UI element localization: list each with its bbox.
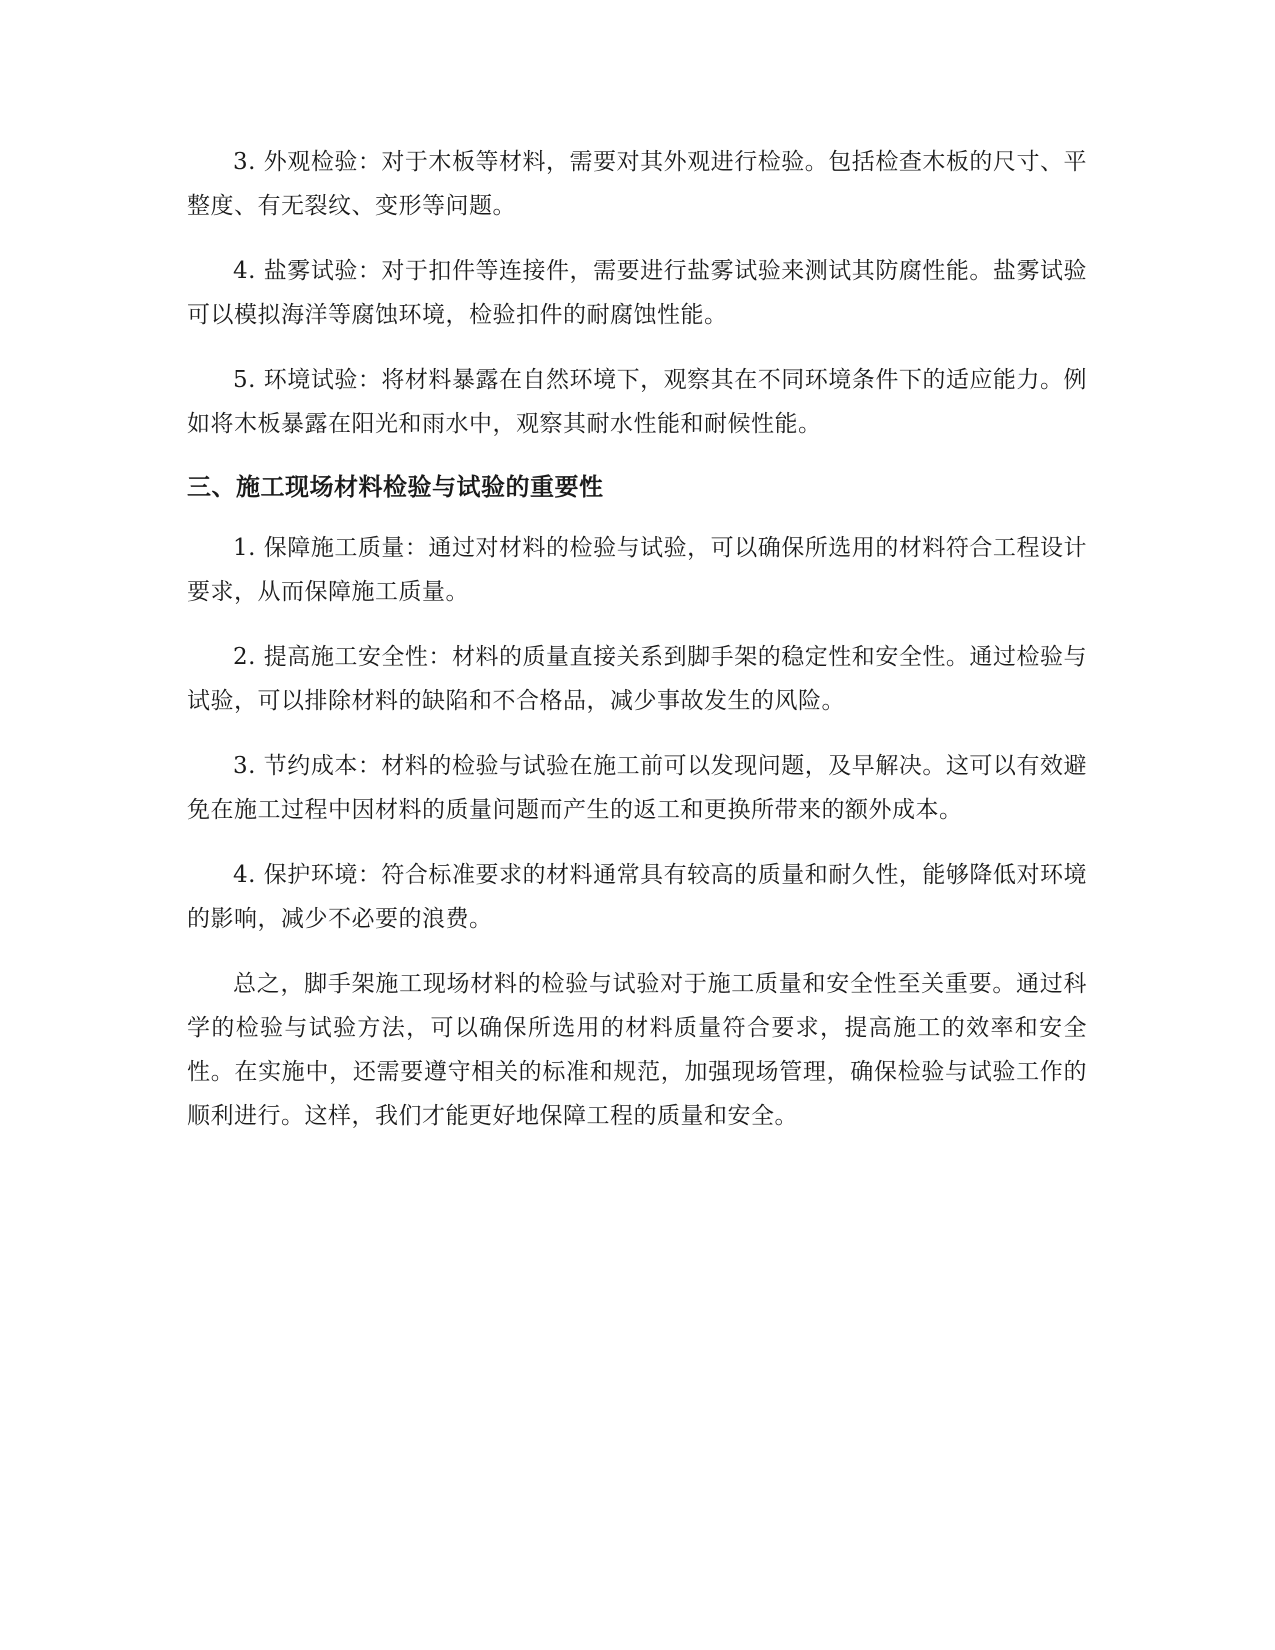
paragraph-safety: 2. 提高施工安全性：材料的质量直接关系到脚手架的稳定性和安全性。通过检验与试验，可以排除材料的缺陷和不合格品，减少事故发生的风险。	[187, 644, 1087, 714]
paragraph-environment-test: 5. 环境试验：将材料暴露在自然环境下，观察其在不同环境条件下的适应能力。例如将木板暴露在阳光和雨水中，观察其耐水性能和耐候性能。	[187, 367, 1087, 437]
paragraph-quality: 1. 保障施工质量：通过对材料的检验与试验，可以确保所选用的材料符合工程设计要求，从而保障施工质量。	[187, 535, 1087, 605]
paragraph-appearance-inspection: 3. 外观检验：对于木板等材料，需要对其外观进行检验。包括检查木板的尺寸、平整度、有无裂纹、变形等问题。	[187, 149, 1087, 219]
section-heading-importance: 三、施工现场材料检验与试验的重要性	[187, 473, 604, 501]
paragraph-conclusion: 总之，脚手架施工现场材料的检验与试验对于施工质量和安全性至关重要。通过科学的检验与试验方法，可以确保所选用的材料质量符合要求，提高施工的效率和安全性。在实施中，还需要遵守相关的标准和规范，加强现场管理，确保检验与试验工作的顺利进行。这样，我们才能更好地保障工程的质量和安全。	[187, 971, 1087, 1129]
paragraph-cost: 3. 节约成本：材料的检验与试验在施工前可以发现问题，及早解决。这可以有效避免在施工过程中因材料的质量问题而产生的返工和更换所带来的额外成本。	[187, 753, 1087, 823]
document-page	[187, 140, 1087, 1159]
paragraph-environment: 4. 保护环境：符合标准要求的材料通常具有较高的质量和耐久性，能够降低对环境的影响，减少不必要的浪费。	[187, 862, 1087, 932]
paragraph-salt-spray-test: 4. 盐雾试验：对于扣件等连接件，需要进行盐雾试验来测试其防腐性能。盐雾试验可以模拟海洋等腐蚀环境，检验扣件的耐腐蚀性能。	[187, 258, 1087, 328]
